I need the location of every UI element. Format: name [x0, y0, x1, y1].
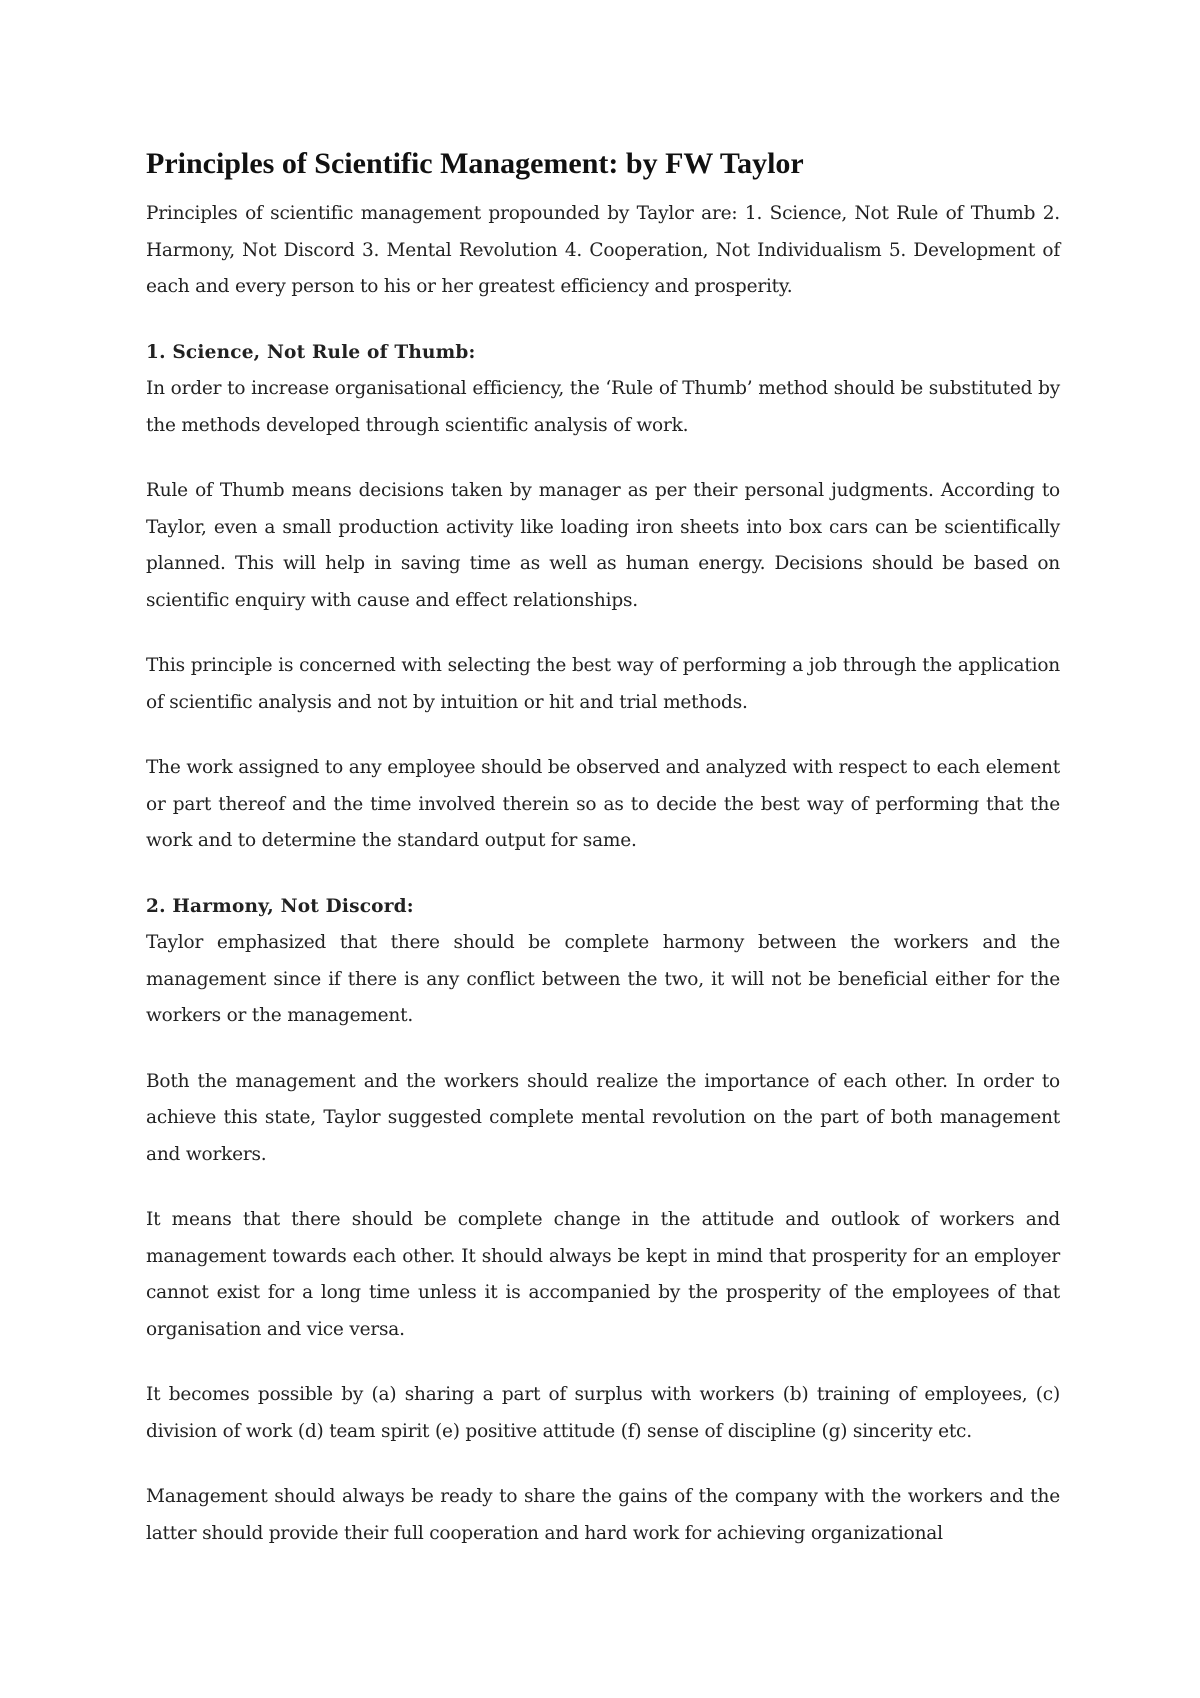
section-harmony	[146, 889, 1060, 1553]
section-paragraph: It becomes possible by (a) sharing a part of surplus with workers (b) training of employees, (c) division of work (d) team spirit (e) positive attitude (f) sense of discipline (g) sincerity etc.	[146, 1384, 1060, 1442]
section-science	[146, 335, 1060, 860]
section-paragraph: In order to increase organisational efficiency, the ‘Rule of Thumb’ method should be substituted by the methods developed through scientific analysis of work.	[146, 378, 1060, 436]
document-title: Principles of Scientific Management: by FW Taylor	[146, 147, 804, 180]
section-paragraph: It means that there should be complete change in the attitude and outlook of workers and management towards each other. It should always be kept in mind that prosperity for an employer cannot exist for a long time unless it is accompanied by the prosperity of the employees of that organisation and vice versa.	[146, 1209, 1060, 1340]
section-paragraph: The work assigned to any employee should be observed and analyzed with respect to each element or part thereof and the time involved therein so as to decide the best way of performing that the work and to determine the standard output for same.	[146, 757, 1060, 851]
section-heading: 1. Science, Not Rule of Thumb:	[146, 341, 476, 363]
section-paragraph: Both the management and the workers should realize the importance of each other. In order to achieve this state, Taylor suggested complete mental revolution on the part of both management and workers.	[146, 1070, 1060, 1165]
section-paragraph: Taylor emphasized that there should be complete harmony between the workers and the management since if there is any conflict between the two, it will not be beneficial either for the workers or the management.	[146, 932, 1060, 1026]
section-paragraph: Rule of Thumb means decisions taken by manager as per their personal judgments. According to Taylor, even a small production activity like loading iron sheets into box cars can be scientifically planned. This will help in saving time as well as human energy. Decisions should be based on scientific enquiry with cause and effect relationships.	[146, 480, 1060, 611]
document-page	[146, 138, 1060, 1581]
section-paragraph: This principle is concerned with selecting the best way of performing a job through the application of scientific analysis and not by intuition or hit and trial methods.	[146, 655, 1060, 713]
section-heading: 2. Harmony, Not Discord:	[146, 895, 414, 917]
intro-paragraph: Principles of scientific management propounded by Taylor are: 1. Science, Not Rule of Thumb 2. Harmony, Not Discord 3. Mental Revolution 4. Cooperation, Not Individualism 5. Development of each and every person to his or her greatest efficiency and prosperity.	[146, 203, 1060, 297]
section-paragraph: Management should always be ready to share the gains of the company with the workers and the latter should provide their full cooperation and hard work for achieving organizational	[146, 1486, 1060, 1544]
